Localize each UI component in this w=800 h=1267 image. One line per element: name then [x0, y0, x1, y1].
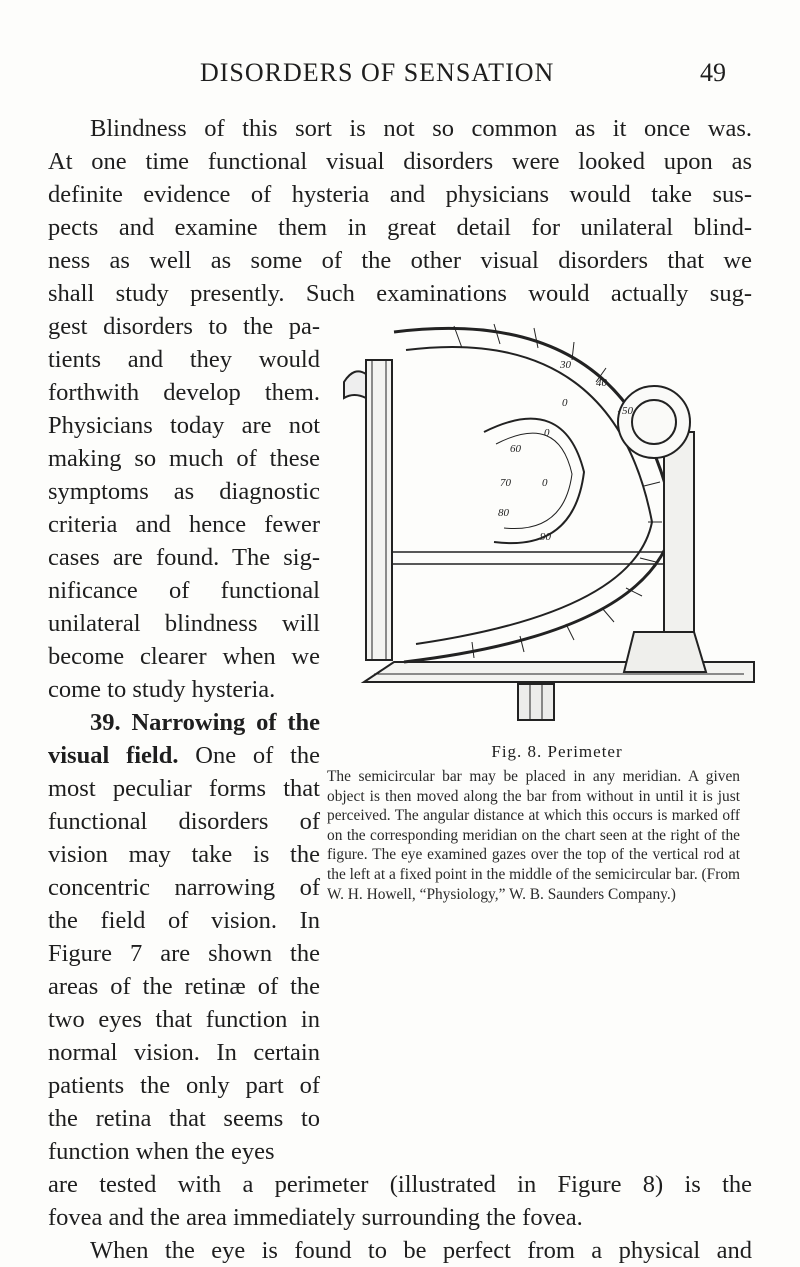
- scale-mark: 50: [622, 405, 633, 417]
- column-line: Physicians today are not: [48, 412, 320, 439]
- body-line: are tested with a perimeter (illustrated in Figure 8) is the: [48, 1171, 752, 1198]
- body-line: When the eye is found to be perfect from a physical and: [90, 1237, 752, 1264]
- column-line: symptoms as diagnostic: [48, 478, 320, 505]
- perimeter-figure: [334, 302, 774, 722]
- scale-mark: 40: [596, 377, 607, 389]
- perimeter-illustration: [334, 302, 774, 722]
- column-line: functional disorders of: [48, 808, 320, 835]
- running-head: [0, 58, 800, 94]
- scale-mark: 80: [498, 507, 509, 519]
- column-line: concentric narrowing of: [48, 874, 320, 901]
- column-line: the retina that seems to: [48, 1105, 320, 1132]
- figure-caption: The semicircular bar may be placed in any meridian. A given object is then moved along the bar from without in until it is just perceived. The angular distance at which this occurs is marked off on the corresponding meridian on the chart seen at the right of the figure. The eye examined gazes over the top of the vertical rod at the left at a fixed point in the middle of the semicircular bar. (From W. H. Howell, “Physiology,” W. B. Saunders Company.): [327, 768, 740, 903]
- column-line: most peculiar forms that: [48, 775, 320, 802]
- column-line: cases are found. The sig-: [48, 544, 320, 571]
- body-line: shall study presently. Such examinations would actually sug-: [48, 280, 752, 307]
- column-line: unilateral blindness will: [48, 610, 320, 637]
- column-line: forthwith develop them.: [48, 379, 320, 406]
- column-line: criteria and hence fewer: [48, 511, 320, 538]
- scale-mark: 90: [540, 531, 551, 543]
- column-line: Figure 7 are shown the: [48, 940, 320, 967]
- page-number: 49: [700, 58, 726, 87]
- column-line: gest disorders to the pa-: [48, 313, 320, 340]
- section-heading: Narrowing of the: [131, 709, 320, 736]
- column-line: areas of the retinæ of the: [48, 973, 320, 1000]
- section-line-rest: One of the: [195, 742, 321, 769]
- body-line: ness as well as some of the other visual disorders that we: [48, 247, 752, 274]
- column-line: making so much of these: [48, 445, 320, 472]
- column-line: become clearer when we: [48, 643, 320, 670]
- column-line: the field of vision. In: [48, 907, 320, 934]
- body-line: fovea and the area immediately surrounding the fovea.: [48, 1204, 583, 1231]
- running-title: DISORDERS OF SENSATION: [200, 58, 555, 87]
- section-heading-cont: visual field.: [48, 742, 179, 769]
- figure-title: Fig. 8. Perimeter: [491, 742, 623, 761]
- column-line: normal vision. In certain: [48, 1039, 320, 1066]
- body-line: pects and examine them in great detail for unilateral blind-: [48, 214, 752, 241]
- column-line: nificance of functional: [48, 577, 320, 604]
- column-line: two eyes that function in: [48, 1006, 320, 1033]
- column-line: function when the eyes: [48, 1138, 275, 1165]
- body-line: definite evidence of hysteria and physicians would take sus-: [48, 181, 752, 208]
- scale-mark: 0: [542, 477, 548, 489]
- scale-mark: 70: [500, 477, 511, 489]
- scale-mark: 30: [560, 359, 571, 371]
- column-line: patients the only part of: [48, 1072, 320, 1099]
- scale-mark: 0: [562, 397, 568, 409]
- body-line: At one time functional visual disorders were looked upon as: [48, 148, 752, 175]
- section-line-first: [48, 739, 320, 772]
- column-line: tients and they would: [48, 346, 320, 373]
- scale-mark: 60: [510, 443, 521, 455]
- column-line: come to study hysteria.: [48, 676, 276, 703]
- body-line: Blindness of this sort is not so common as it once was.: [90, 115, 752, 142]
- section-number: 39.: [90, 709, 121, 736]
- column-line: vision may take is the: [48, 841, 320, 868]
- section-heading-line: [48, 706, 320, 739]
- scale-mark: 0: [544, 427, 550, 439]
